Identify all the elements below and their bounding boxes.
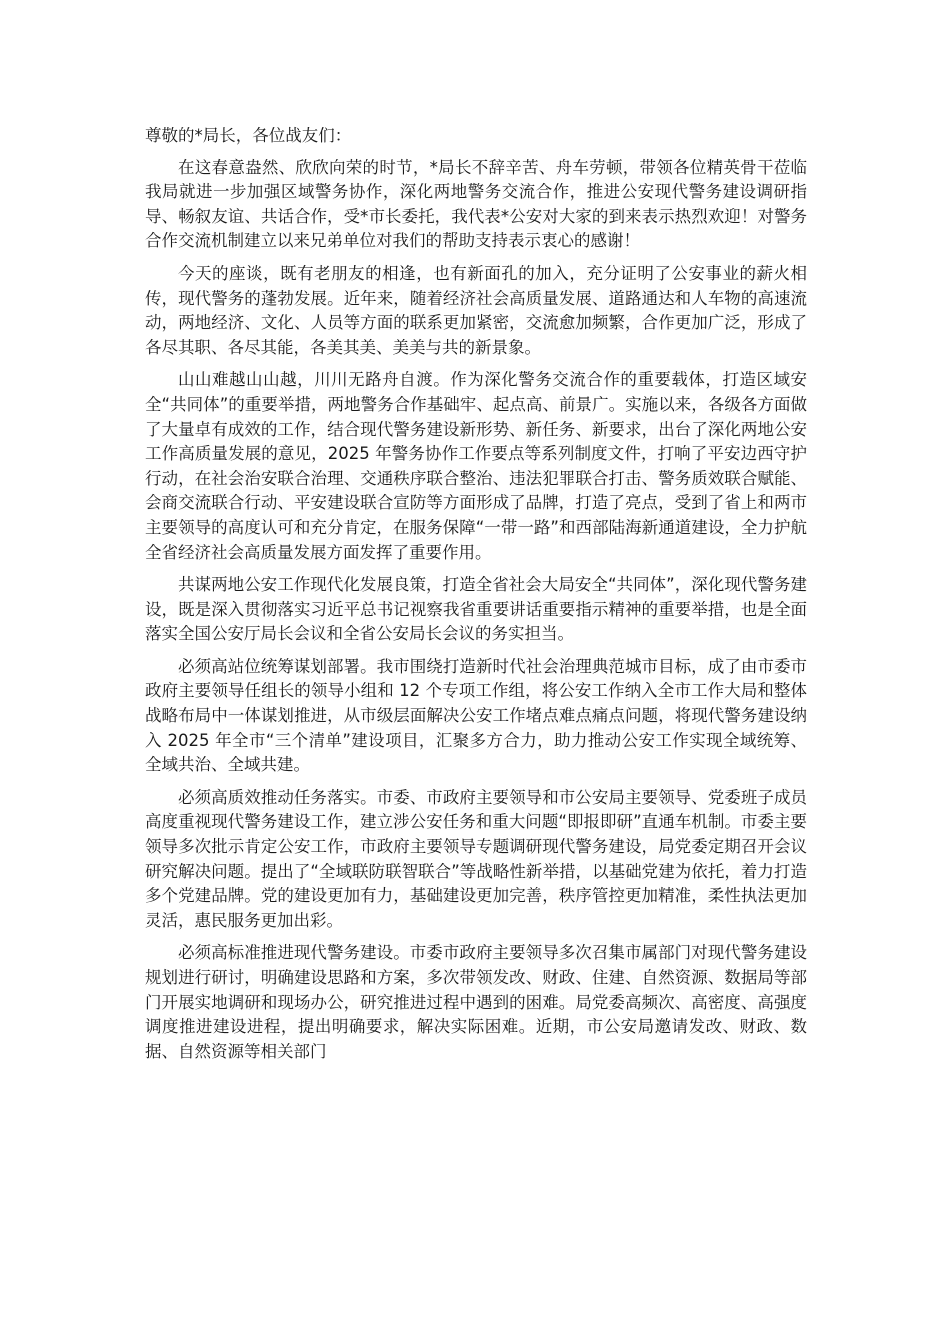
- paragraph-implementation: 必须高质效推动任务落实。市委、市政府主要领导和市公安局主要领导、党委班子成员高度重视现代警务建设工作，建立涉公安任务和重大问题“即报即研”直通车机制。市委主要领导多次批示肯定公安工作，市政府主要领导专题调研现代警务建设，局党委定期召开会议研究解决问题。提出了“全域联防联智联合”等战略性新举措，以基础党建为依托，着力打造多个党建品牌。党的建设更加有力，基础建设更加完善，秩序管控更加精准，柔性执法更加灵活，惠民服务更加出彩。: [145, 787, 807, 930]
- paragraph-meeting: 今天的座谈，既有老朋友的相逢，也有新面孔的加入，充分证明了公安事业的薪火相传，现代警务的蓬勃发展。近年来，随着经济社会高质量发展、道路通达和人车物的高速流动，两地经济、文化、人员等方面的联系更加紧密，交流愈加频繁，合作更加广泛，形成了各尽其职、各尽其能，各美其美、美美与共的新景象。: [145, 263, 807, 357]
- greeting: 尊敬的*局长，各位战友们：: [145, 126, 352, 145]
- paragraph-strategy: 共谋两地公安工作现代化发展良策，打造全省社会大局安全“共同体”，深化现代警务建设，既是深入贯彻落实习近平总书记视察我省重要讲话重要指示精神的重要举措，也是全面落实全国公安厅局长会议和全省公安局长会议的务实担当。: [145, 575, 807, 644]
- speech-text: [145, 124, 807, 1072]
- paragraph-cooperation: 山山难越山山越，川川无路舟自渡。作为深化警务交流合作的重要载体，打造区域安全“共同体”的重要举措，两地警务合作基础牢、起点高、前景广。实施以来，各级各方面做了大量卓有成效的工作，结合现代警务建设新形势、新任务、新要求，出台了深化两地公安工作高质量发展的意见，2025 年警务协作工作要点等系列制度文件，打响了平安边西守护行动，在社会治安联合治理、交通秩序联合整治、违法犯罪联合打击、警务质效联合赋能、会商交流联合行动、平安建设联合宣防等方面形成了品牌，打造了亮点，受到了省上和两市主要领导的高度认可和充分肯定，在服务保障“一带一路”和西部陆海新通道建设，全力护航全省经济社会高质量发展方面发挥了重要作用。: [145, 370, 807, 562]
- paragraph-standards: 必须高标准推进现代警务建设。市委市政府主要领导多次召集市属部门对现代警务建设规划进行研讨，明确建设思路和方案，多次带领发改、财政、住建、自然资源、数据局等部门开展实地调研和现场办公，研究推进过程中遇到的困难。局党委高频次、高密度、高强度调度推进建设进程，提出明确要求，解决实际困难。近期，市公安局邀请发改、财政、数据、自然资源等相关部门: [145, 943, 807, 1061]
- paragraph-planning: 必须高站位统筹谋划部署。我市围绕打造新时代社会治理典范城市目标，成了由市委市政府主要领导任组长的领导小组和 12 个专项工作组，将公安工作纳入全市工作大局和整体战略布局中一体谋划推进，从市级层面解决公安工作堵点难点痛点问题，将现代警务建设纳入 2025 年全市“三个清单”建设项目，汇聚多方合力，助力推动公安工作实现全域统筹、全域共治、全域共建。: [145, 656, 807, 775]
- paragraph-welcome: 在这春意盎然、欣欣向荣的时节，*局长不辞辛苦、舟车劳顿，带领各位精英骨干莅临我局就进一步加强区域警务协作，深化两地警务交流合作，推进公安现代警务建设调研指导、畅叙友谊、共话合作，受*市长委托，我代表*公安对大家的到来表示热烈欢迎！对警务合作交流机制建立以来兄弟单位对我们的帮助支持表示衷心的感谢！: [145, 157, 807, 251]
